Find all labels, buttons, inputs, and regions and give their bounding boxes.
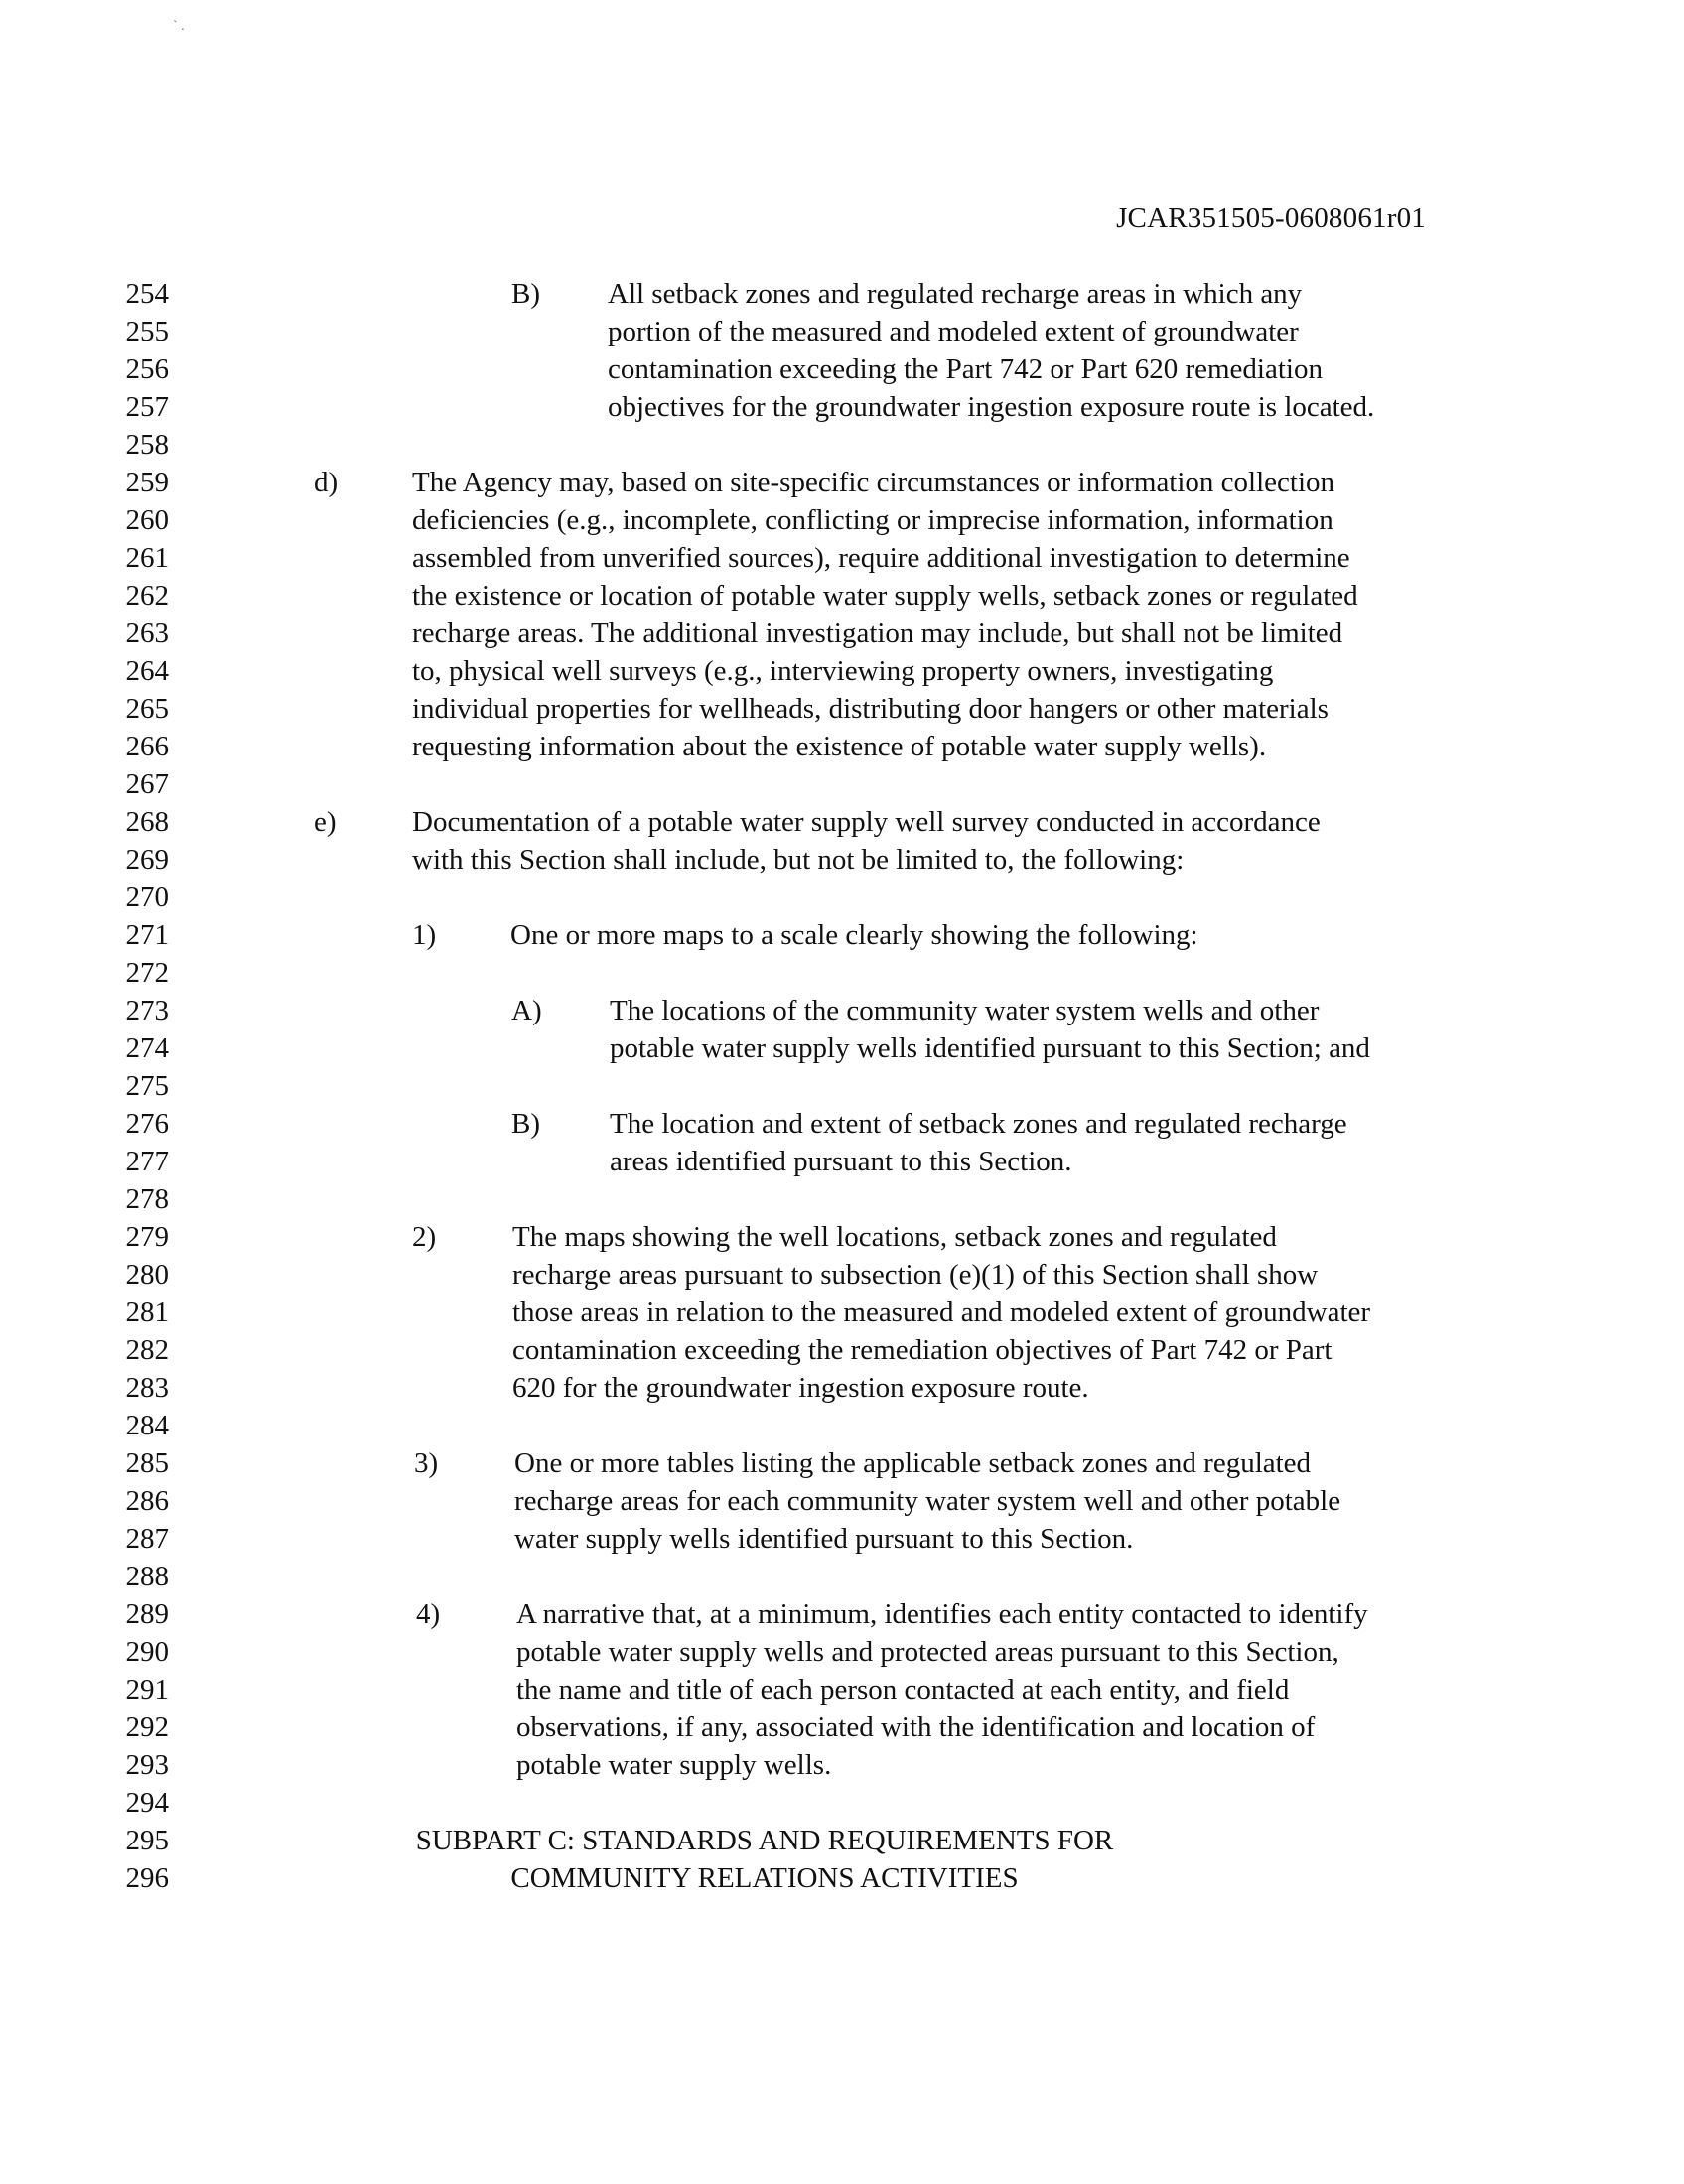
line-text: the existence or location of potable water supply wells, setback zones or regulated (412, 580, 1358, 612)
line-number: 261 (125, 542, 169, 574)
line-text: observations, if any, associated with the identification and location of (516, 1711, 1316, 1743)
line-text: potable water supply wells identified pursuant to this Section; and (610, 1032, 1370, 1064)
line-number: 277 (125, 1146, 169, 1177)
line-number: 260 (125, 504, 169, 536)
line-number: 256 (125, 353, 169, 385)
line-number: 254 (125, 278, 169, 310)
line-text: to, physical well surveys (e.g., interviewing property owners, investigating (412, 655, 1274, 687)
document-line (0, 690, 1684, 728)
line-number: 270 (125, 882, 169, 913)
line-text: The maps showing the well locations, setback zones and regulated (512, 1221, 1277, 1253)
line-number: 272 (125, 957, 169, 989)
line-text: recharge areas pursuant to subsection (e)(1) of this Section shall show (512, 1259, 1319, 1291)
document-line (0, 313, 1684, 350)
line-number: 287 (125, 1523, 169, 1555)
line-number: 273 (125, 995, 169, 1026)
line-number: 275 (125, 1070, 169, 1102)
line-text: potable water supply wells. (516, 1749, 832, 1781)
line-number: 279 (125, 1221, 169, 1253)
line-number: 282 (125, 1334, 169, 1366)
document-line (0, 1105, 1684, 1143)
document-line (0, 1407, 1684, 1444)
line-text: recharge areas for each community water system well and other potable (514, 1485, 1341, 1517)
item-label: 3) (414, 1447, 439, 1479)
document-line (0, 388, 1684, 426)
line-number: 266 (125, 731, 169, 762)
line-text: portion of the measured and modeled extent of groundwater (608, 316, 1299, 347)
line-number: 269 (125, 844, 169, 876)
document-line (0, 841, 1684, 879)
item-label: 4) (416, 1598, 441, 1630)
line-text: deficiencies (e.g., incomplete, conflicting or imprecise information, information (412, 504, 1333, 536)
line-text: recharge areas. The additional investigation may include, but shall not be limited (412, 617, 1343, 649)
line-number: 295 (125, 1825, 169, 1856)
document-line (0, 1029, 1684, 1067)
document-line (0, 765, 1684, 803)
document-line (0, 426, 1684, 464)
line-number: 291 (125, 1674, 169, 1706)
document-line (0, 1180, 1684, 1218)
line-number: 271 (125, 919, 169, 951)
document-line (0, 577, 1684, 614)
line-number: 292 (125, 1711, 169, 1743)
document-line (0, 275, 1684, 313)
line-text: contamination exceeding the remediation objectives of Part 742 or Part (512, 1334, 1333, 1366)
document-line (0, 992, 1684, 1029)
document-line (0, 916, 1684, 954)
line-number: 265 (125, 693, 169, 725)
line-number: 255 (125, 316, 169, 347)
document-line (0, 954, 1684, 992)
document-line (0, 501, 1684, 539)
document-line (0, 1671, 1684, 1708)
line-number: 259 (125, 467, 169, 498)
document-line (0, 652, 1684, 690)
document-line (0, 1595, 1684, 1633)
document-line (0, 803, 1684, 841)
document-line (0, 1558, 1684, 1595)
line-text: potable water supply wells and protected areas pursuant to this Section, (516, 1636, 1339, 1668)
line-text: those areas in relation to the measured and modeled extent of groundwater (512, 1297, 1371, 1328)
line-number: 296 (125, 1862, 169, 1894)
document-line (0, 1859, 1684, 1897)
line-text: water supply wells identified pursuant to this Section. (514, 1523, 1134, 1555)
item-label: B) (511, 278, 540, 310)
line-text: the name and title of each person contacted at each entity, and field (516, 1674, 1290, 1706)
line-number: 294 (125, 1787, 169, 1819)
document-id: JCAR351505-0608061r01 (1116, 203, 1426, 234)
document-line (0, 1520, 1684, 1558)
line-number: 263 (125, 617, 169, 649)
document-line (0, 1067, 1684, 1105)
line-text: One or more maps to a scale clearly showing the following: (510, 919, 1198, 951)
line-number: 283 (125, 1372, 169, 1404)
document-line (0, 1822, 1684, 1859)
line-text: The locations of the community water system wells and other (610, 995, 1320, 1026)
line-text: assembled from unverified sources), require additional investigation to determine (412, 542, 1350, 574)
line-text: One or more tables listing the applicable setback zones and regulated (514, 1447, 1312, 1479)
item-label: d) (314, 467, 339, 498)
line-text: with this Section shall include, but not be limited to, the following: (412, 844, 1185, 876)
line-number: 264 (125, 655, 169, 687)
line-number: 267 (125, 768, 169, 800)
line-number: 285 (125, 1447, 169, 1479)
line-text: The Agency may, based on site-specific circumstances or information collection (412, 467, 1335, 498)
document-line (0, 464, 1684, 501)
line-text: areas identified pursuant to this Section. (610, 1146, 1072, 1177)
document-line (0, 1143, 1684, 1180)
item-label: A) (511, 995, 542, 1026)
line-text: Documentation of a potable water supply well survey conducted in accordance (412, 806, 1321, 838)
line-number: 274 (125, 1032, 169, 1064)
document-line (0, 1746, 1684, 1784)
document-line (0, 1331, 1684, 1369)
line-text: A narrative that, at a minimum, identifies each entity contacted to identify (516, 1598, 1368, 1630)
document-line (0, 1218, 1684, 1256)
line-text: requesting information about the existence of potable water supply wells). (412, 731, 1267, 762)
item-label: e) (314, 806, 337, 838)
document-line (0, 1294, 1684, 1331)
line-text: contamination exceeding the Part 742 or Part 620 remediation (608, 353, 1323, 385)
line-number: 288 (125, 1561, 169, 1592)
line-text: All setback zones and regulated recharge areas in which any (608, 278, 1303, 310)
line-text: individual properties for wellheads, distributing door hangers or other materials (412, 693, 1329, 725)
line-text: The location and extent of setback zones and regulated recharge (610, 1108, 1347, 1140)
document-line (0, 879, 1684, 916)
document-line (0, 1369, 1684, 1407)
line-number: 278 (125, 1183, 169, 1215)
document-line (0, 350, 1684, 388)
line-number: 281 (125, 1297, 169, 1328)
document-line (0, 1444, 1684, 1482)
item-label: 2) (412, 1221, 437, 1253)
document-line (0, 614, 1684, 652)
subpart-heading: COMMUNITY RELATIONS ACTIVITIES (510, 1862, 1019, 1894)
subpart-heading: SUBPART C: STANDARDS AND REQUIREMENTS FOR (415, 1825, 1114, 1856)
line-text: 620 for the groundwater ingestion exposure route. (512, 1372, 1089, 1404)
document-line (0, 1784, 1684, 1822)
document-line (0, 1708, 1684, 1746)
numbered-lines (0, 275, 1684, 1897)
line-number: 268 (125, 806, 169, 838)
line-text: objectives for the groundwater ingestion exposure route is located. (608, 391, 1375, 423)
line-number: 293 (125, 1749, 169, 1781)
item-label: B) (511, 1108, 540, 1140)
line-number: 262 (125, 580, 169, 612)
document-line (0, 728, 1684, 765)
line-number: 286 (125, 1485, 169, 1517)
line-number: 280 (125, 1259, 169, 1291)
line-number: 289 (125, 1598, 169, 1630)
line-number: 290 (125, 1636, 169, 1668)
document-line (0, 539, 1684, 577)
line-number: 284 (125, 1410, 169, 1441)
line-number: 257 (125, 391, 169, 423)
document-line (0, 1633, 1684, 1671)
document-line (0, 1256, 1684, 1294)
line-number: 258 (125, 429, 169, 461)
document-line (0, 1482, 1684, 1520)
scan-specks: ` . (173, 19, 185, 34)
item-label: 1) (412, 919, 437, 951)
line-number: 276 (125, 1108, 169, 1140)
